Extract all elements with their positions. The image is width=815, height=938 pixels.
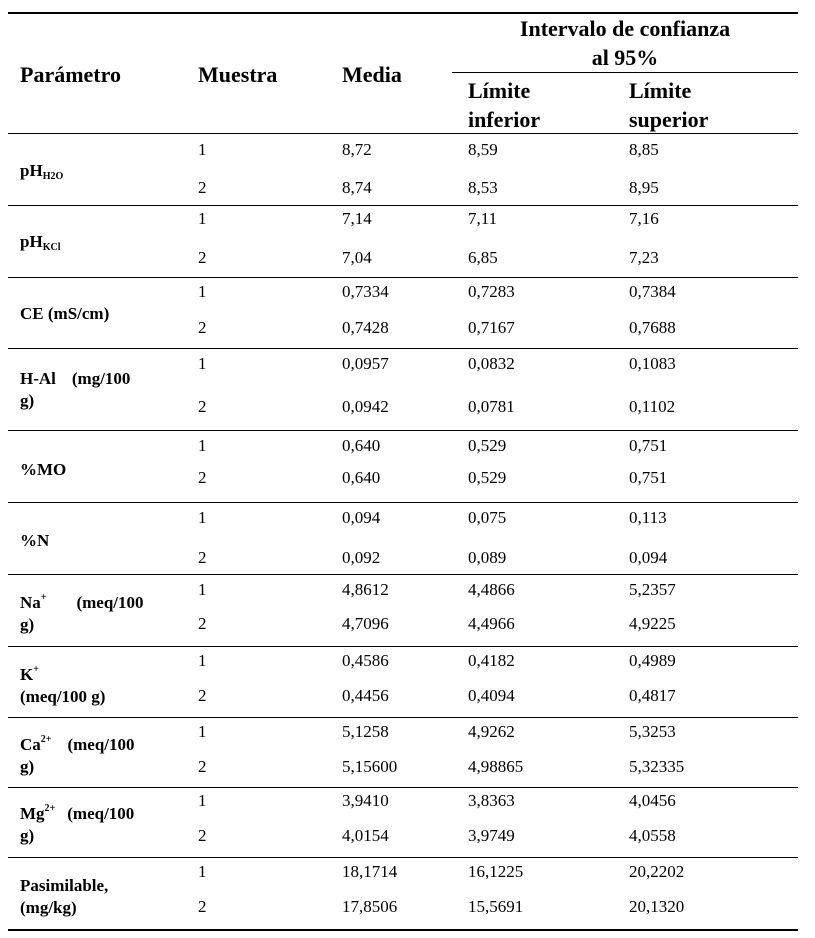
- param-mg-base: Mg: [20, 804, 45, 823]
- cell-limite-superior: 0,7688: [629, 318, 676, 337]
- cell-muestra: 2: [198, 548, 207, 567]
- cell-muestra: 1: [198, 722, 207, 741]
- header-limite-superior-line2: superior: [629, 107, 709, 132]
- cell-media: 0,7334: [342, 282, 389, 301]
- cell-muestra: 1: [198, 791, 207, 810]
- param-k-sup: +: [33, 664, 39, 675]
- row-separator: [8, 787, 798, 788]
- param-ph-kcl: [20, 231, 60, 253]
- cell-media: 8,72: [342, 140, 372, 159]
- row-separator: [8, 277, 798, 278]
- cell-limite-superior: 0,751: [629, 436, 668, 455]
- cell-limite-superior: 0,113: [629, 508, 667, 527]
- cell-limite-superior: 0,4989: [629, 651, 676, 670]
- cell-muestra: 1: [198, 580, 207, 599]
- param-mg-unit-line2: g): [20, 826, 35, 845]
- cell-limite-inferior: 0,0832: [468, 354, 515, 373]
- param-mg-unit: (meq/100: [67, 804, 135, 823]
- header-limite-inferior-line1: Límite: [468, 78, 531, 103]
- row-separator: [8, 430, 798, 431]
- header-parametro: Parámetro: [20, 62, 121, 87]
- cell-limite-inferior: 0,7167: [468, 318, 515, 337]
- cell-limite-inferior: 0,529: [468, 468, 507, 487]
- cell-limite-inferior: 0,7283: [468, 282, 515, 301]
- cell-limite-inferior: 3,9749: [468, 826, 515, 845]
- cell-media: 7,14: [342, 209, 372, 228]
- row-separator: [8, 646, 798, 647]
- param-k-base: K: [20, 665, 34, 684]
- param-mg-sup: 2+: [44, 803, 56, 814]
- cell-muestra: 2: [198, 897, 207, 916]
- row-separator: [8, 857, 798, 858]
- cell-limite-inferior: 3,8363: [468, 791, 515, 810]
- cell-limite-superior: 4,0558: [629, 826, 676, 845]
- cell-limite-inferior: 4,4866: [468, 580, 515, 599]
- cell-limite-superior: 0,751: [629, 468, 668, 487]
- cell-limite-superior: 0,7384: [629, 282, 676, 301]
- param-k: [20, 664, 105, 708]
- cell-media: 3,9410: [342, 791, 389, 810]
- cell-muestra: 2: [198, 757, 207, 776]
- cell-muestra: 1: [198, 436, 207, 455]
- cell-media: 0,4586: [342, 651, 389, 670]
- cell-muestra: 2: [198, 318, 207, 337]
- param-na-sup: +: [40, 592, 47, 603]
- param-ca-unit: (meq/100: [67, 735, 135, 754]
- param-ph-kcl-sub: KCl: [42, 242, 61, 253]
- header-media: Media: [342, 62, 402, 87]
- cell-muestra: 1: [198, 862, 207, 881]
- param-ce: CE (mS/cm): [20, 304, 110, 323]
- param-ph-h2o-sub: H2O: [42, 171, 64, 182]
- param-k-unit: (meq/100 g): [20, 687, 106, 706]
- cell-media: 0,4456: [342, 686, 389, 705]
- cell-media: 4,0154: [342, 826, 389, 845]
- cell-media: 0,640: [342, 468, 381, 487]
- header-limite-inferior: [468, 76, 540, 134]
- cell-limite-inferior: 0,075: [468, 508, 507, 527]
- cell-limite-superior: 0,1102: [629, 397, 676, 416]
- param-ca: [20, 734, 135, 778]
- interval-subheader-rule: [452, 72, 798, 73]
- param-n: %N: [20, 531, 50, 550]
- cell-muestra: 1: [198, 508, 207, 527]
- cell-limite-superior: 0,1083: [629, 354, 676, 373]
- cell-limite-inferior: 15,5691: [468, 897, 524, 916]
- param-ca-sup: 2+: [40, 734, 52, 745]
- cell-limite-superior: 5,2357: [629, 580, 676, 599]
- header-intervalo: [452, 14, 798, 72]
- cell-muestra: 1: [198, 209, 207, 228]
- cell-limite-inferior: 8,53: [468, 178, 498, 197]
- row-separator: [8, 502, 798, 503]
- cell-limite-superior: 0,094: [629, 548, 668, 567]
- cell-muestra: 2: [198, 397, 207, 416]
- cell-limite-inferior: 0,0781: [468, 397, 515, 416]
- header-intervalo-line2: al 95%: [591, 45, 659, 70]
- param-p-line2: (mg/kg): [20, 898, 77, 917]
- cell-media: 0,092: [342, 548, 381, 567]
- table-bottom-rule: [8, 929, 798, 931]
- cell-limite-superior: 20,1320: [629, 897, 685, 916]
- cell-limite-superior: 4,9225: [629, 614, 676, 633]
- param-na-unit-line2: g): [20, 615, 35, 634]
- cell-media: 0,7428: [342, 318, 389, 337]
- param-h-al-unit: (mg/100: [71, 369, 131, 388]
- cell-media: 7,04: [342, 248, 372, 267]
- cell-media: 0,0957: [342, 354, 389, 373]
- cell-media: 0,094: [342, 508, 381, 527]
- cell-limite-inferior: 16,1225: [468, 862, 524, 881]
- cell-limite-superior: 20,2202: [629, 862, 685, 881]
- cell-limite-superior: 5,32335: [629, 757, 685, 776]
- cell-limite-inferior: 0,4182: [468, 651, 515, 670]
- param-p-line1: Pasimilable,: [20, 876, 109, 895]
- header-limite-superior: [629, 76, 708, 134]
- param-ca-base: Ca: [20, 735, 41, 754]
- cell-muestra: 2: [198, 686, 207, 705]
- cell-muestra: 1: [198, 282, 207, 301]
- row-separator: [8, 348, 798, 349]
- cell-limite-superior: 4,0456: [629, 791, 676, 810]
- param-ph-h2o-base: pH: [20, 161, 43, 180]
- header-intervalo-line1: Intervalo de confianza: [519, 16, 731, 41]
- cell-muestra: 2: [198, 178, 207, 197]
- param-ph-kcl-base: pH: [20, 232, 43, 251]
- param-na-unit: (meq/100: [76, 593, 144, 612]
- param-h-al-unit-line2: g): [20, 391, 35, 410]
- param-mg: [20, 803, 134, 847]
- param-na: [20, 592, 144, 636]
- cell-media: 5,15600: [342, 757, 398, 776]
- cell-muestra: 2: [198, 614, 207, 633]
- param-ca-unit-line2: g): [20, 757, 35, 776]
- row-separator: [8, 574, 798, 575]
- cell-muestra: 2: [198, 468, 207, 487]
- cell-media: 4,8612: [342, 580, 389, 599]
- cell-limite-superior: 8,85: [629, 140, 659, 159]
- cell-limite-superior: 0,4817: [629, 686, 676, 705]
- param-h-al-name: H-Al: [20, 369, 56, 388]
- cell-limite-inferior: 0,529: [468, 436, 507, 455]
- cell-media: 4,7096: [342, 614, 389, 633]
- param-p: [20, 875, 108, 919]
- cell-limite-inferior: 0,089: [468, 548, 507, 567]
- cell-limite-superior: 7,23: [629, 248, 659, 267]
- row-separator: [8, 717, 798, 718]
- cell-limite-inferior: 6,85: [468, 248, 498, 267]
- cell-media: 0,0942: [342, 397, 389, 416]
- header-muestra: Muestra: [198, 62, 278, 87]
- cell-limite-superior: 5,3253: [629, 722, 676, 741]
- param-h-al: [20, 368, 130, 412]
- cell-limite-inferior: 4,9262: [468, 722, 515, 741]
- cell-muestra: 2: [198, 826, 207, 845]
- cell-media: 18,1714: [342, 862, 398, 881]
- cell-media: 17,8506: [342, 897, 398, 916]
- cell-muestra: 1: [198, 354, 207, 373]
- cell-media: 5,1258: [342, 722, 389, 741]
- param-mo: %MO: [20, 460, 67, 479]
- cell-limite-inferior: 0,4094: [468, 686, 515, 705]
- cell-limite-inferior: 7,11: [468, 209, 498, 228]
- cell-limite-superior: 8,95: [629, 178, 659, 197]
- row-separator: [8, 205, 798, 206]
- cell-limite-inferior: 4,4966: [468, 614, 515, 633]
- cell-media: 8,74: [342, 178, 372, 197]
- cell-limite-inferior: 4,98865: [468, 757, 524, 776]
- cell-limite-superior: 7,16: [629, 209, 659, 228]
- header-limite-superior-line1: Límite: [629, 78, 692, 103]
- param-ph-h2o: [20, 160, 63, 182]
- cell-muestra: 1: [198, 651, 207, 670]
- param-na-base: Na: [20, 593, 41, 612]
- cell-limite-inferior: 8,59: [468, 140, 498, 159]
- cell-media: 0,640: [342, 436, 381, 455]
- cell-muestra: 1: [198, 140, 207, 159]
- cell-muestra: 2: [198, 248, 207, 267]
- header-limite-inferior-line2: inferior: [468, 107, 541, 132]
